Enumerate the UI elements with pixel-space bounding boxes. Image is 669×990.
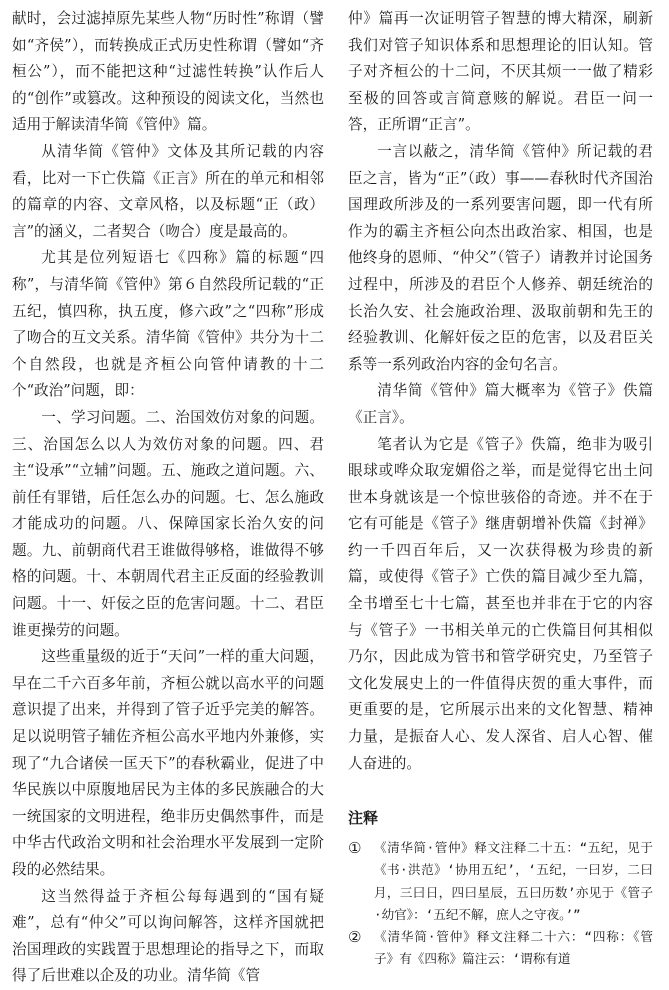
body-paragraph: 笔者认为它是《管子》佚篇，绝非为吸引眼球或哗众取宠媚俗之举，而是觉得它出土问世本身就该是一个惊世骇俗的奇迹。并不在于它有可能是《管子》继唐朝增补佚篇《封禅》约一千四百年后，又一次获得极为珍贵的新篇，或使得《管子》亡佚的篇目减少至九篇，全书增至七十七篇，甚至也并非在于它的内容与《管子》一书相关单元的亡佚篇目何其相似乃尔，因此成为管书和管学研究史，乃至管子文化发展史上的一件值得庆贺的重大事件，而更重要的是，它所展示出来的文化智慧、精神力量，是振奋人心、发人深省、启人心智、催人奋进的。 <box>348 435 653 772</box>
body-paragraph: 从清华简《管仲》文体及其所记载的内容看，比对一下亡佚篇《正言》所在的单元和相邻的篇章的内容、文章风格，以及标题“正（政）言”的涵义，二者契合（吻合）度是最高的。 <box>12 142 324 240</box>
body-paragraph: 一言以蔽之，清华简《管仲》所记载的君臣之言，皆为“正”（政）事——春秋时代齐国治国理政所涉及的一系列要害问题，即一代有所作为的霸主齐桓公向杰出政治家、相国，也是他终身的恩师、“仲父”（管子）请教并讨论国务过程中，所涉及的君臣个人修养、朝廷统治的长治久安、社会施政治理、汲取前朝和先王的经验教训、化解奸佞之臣的危害，以及君臣关系等一系列政治内容的金句名言。 <box>348 142 653 373</box>
body-paragraph: 这些重量级的近于“天问”一样的重大问题，早在二千六百多年前，齐桓公就以高水平的问题意识提了出来，并得到了管子近乎完美的解答。足以说明管子辅佐齐桓公高水平地内外兼修，实现了“九合诸侯一匡天下”的春秋霸业，促进了中华民族以中原腹地居民为主体的多民族融合的大一统国家的文明进程，绝非历史偶然事件，而是中华古代政治文明和社会治理水平发展到一定阶段的必然结果。 <box>12 648 324 878</box>
footnote-item <box>348 926 653 970</box>
footnote-marker: ① <box>348 839 362 858</box>
footnote-text: 《清华简·管仲》释文注释二十六：“四称：《管子》有《四称》篇注云：‘谓称有道 <box>374 929 653 967</box>
body-paragraph: 献时，会过滤掉原先某些人物“历时性”称谓（譬如“齐侯”），而转换成正式历史性称谓（譬如“齐桓公”），而不能把这种“过滤性转换”认作后人的“创作”或篡改。这种预设的阅读文化，当然也适用于解读清华简《管仲》篇。 <box>12 10 324 134</box>
footnote-item <box>348 837 653 926</box>
body-paragraph: 这当然得益于齐桓公每每遇到的“国有疑难”，总有“仲父”可以询问解答，这样齐国就把治国理政的实践置于思想理论的指导之下，而取得了后世难以企及的功业。清华简《管 <box>12 887 324 985</box>
body-paragraph: 尤其是位列短语七《四称》篇的标题“四称”，与清华简《管仲》第６自然段所记载的“正五纪，慎四称，执五度，修六政”之“四称”形成了吻合的互文关系。清华简《管仲》共分为十二个自然段，也就是齐桓公向管仲请教的十二个“政治”问题，即： <box>12 249 324 400</box>
body-paragraph: 清华简《管仲》篇大概率为《管子》佚篇《正言》。 <box>348 382 653 426</box>
body-paragraph: 仲》篇再一次证明管子智慧的博大精深，刷新我们对管子知识体系和思想理论的旧认知。管子对齐桓公的十二问，不厌其烦一一做了精彩至极的回答或言简意赅的解说。君臣一问一答，正所谓“正言”。 <box>348 10 653 134</box>
notes-heading: 注释 <box>348 809 379 828</box>
right-column <box>348 6 653 970</box>
footnote-marker: ② <box>348 928 362 947</box>
left-column <box>12 6 324 990</box>
body-paragraph: 一、学习问题。二、治国效仿对象的问题。三、治国怎么以人为效仿对象的问题。四、君主“设承”“立辅”问题。五、施政之道问题。六、前任有罪错，后任怎么办的问题。七、怎么施政才能成功的问题。八、保障国家长治久安的问题。九、前朝商代君王谁做得够格，谁做得不够格的问题。十、本朝周代君主正反面的经验教训问题。十一、奸佞之臣的危害问题。十二、君臣谁更操劳的问题。 <box>12 408 324 639</box>
footnote-text: 《清华简·管仲》释文注释二十五：“五纪，见于《书·洪范》‘协用五纪’，‘五纪，一曰岁，二曰月，三曰日，四曰星辰，五曰历数’亦见于《管子·幼官》：‘五纪不解，庶人之守夜。’” <box>374 840 653 922</box>
